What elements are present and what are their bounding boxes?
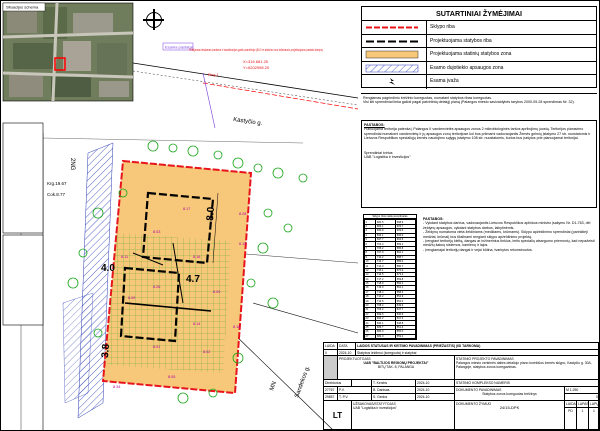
- coord-cell: 22: [365, 312, 376, 316]
- svg-text:8.09: 8.09: [128, 296, 136, 300]
- coord-cell: 7: [365, 246, 376, 250]
- tb-blank: [352, 380, 372, 387]
- tb-doc-label: STATINIO KOMPLEKSO NUMERIS: [455, 380, 600, 387]
- dim-8: 8.0: [205, 206, 217, 222]
- coord-note-text: Rengiamas pagrindinio brėžinio koreguotas, numatant statybos ribas koreguotas.: [363, 96, 493, 100]
- tb-person2: B. Danisas: [372, 387, 416, 394]
- situation-schema: [3, 3, 133, 101]
- coord-cell: 690.9: [376, 229, 396, 233]
- svg-text:8.26: 8.26: [153, 285, 161, 289]
- coord-row: [365, 334, 416, 338]
- coord-cell: 17: [365, 290, 376, 294]
- notes-text: Planuojama teritorija patenka į Palangos II vandenvietės apsaugos zonos 2 mikrobiologinės taršos apribojimų juostą. Teritorijos planavimo sprendiniai numatomi vandenvietę ir jų apsaugos zonų teritorijose kol bus priimami vadovaujantis Žemės gelmių įstatymo 27 str. nuostatomis ir Lietuvos Respublikos specialiųjų žemės naudojimo sąlygų įstatymo 108 str. nuostatomis, kurios bus įrašytos prie planuojamai teritorijai.: [364, 127, 591, 141]
- coord-cell: 27: [365, 334, 376, 338]
- blue-hatch-icon: [364, 64, 420, 73]
- coord-cell: 566.4: [396, 281, 416, 285]
- legend-title: SUTARTINIAI ŽYMĖJIMAI: [362, 7, 596, 21]
- svg-text:8.34: 8.34: [113, 385, 121, 389]
- svg-text:8.16: 8.16: [193, 255, 201, 259]
- reg-label: Reg.1: [208, 72, 219, 77]
- tb-drawing-no: [455, 401, 565, 431]
- tb-client-label: UŽSAKOVAS/STATYTOJAS: [353, 401, 396, 406]
- label-2ng: 2NG: [69, 158, 75, 171]
- coord-cell: 25: [365, 325, 376, 329]
- red-dashed-line-icon: [364, 23, 420, 32]
- dim-47: 4.7: [186, 274, 200, 285]
- coord-cell: 716.5: [376, 273, 396, 277]
- orange-fill-icon: [364, 50, 420, 59]
- coord-cell: 6: [365, 242, 376, 246]
- coord-cell: 585.0: [396, 259, 416, 263]
- coord-cell: 699.6: [376, 312, 396, 316]
- coord-cell: 26: [365, 330, 376, 334]
- label-cok: Cok.8.77: [47, 192, 66, 197]
- coord-cell: 1: [365, 220, 376, 224]
- coord-cell: 3: [365, 229, 376, 233]
- coord-cell: 569.8: [396, 277, 416, 281]
- tb-drawing: [455, 387, 565, 401]
- coordinate-note: [361, 93, 597, 107]
- coord-cell: 690.1: [376, 321, 396, 325]
- coord-cell: 694.1: [376, 233, 396, 237]
- legend-label: Projektuojama statybos riba: [426, 35, 492, 48]
- coord-cell: 701.4: [376, 242, 396, 246]
- coord-cell: 684.0: [376, 330, 396, 334]
- callout-text: Priklijamas tiesiamas vandens ir kanalizacijos gatvių sankirtoje (60.0 m atstumu nuo tolimiausio projektuojamo pastato kampo): [189, 47, 324, 52]
- tb-sheet-col: LAPAS: [577, 401, 589, 408]
- label-mn: MN: [269, 380, 279, 392]
- coord-cell: 21: [365, 308, 376, 312]
- tb-date1: 2024-10: [416, 380, 455, 387]
- tb-num1: 27767: [324, 387, 338, 394]
- legend-label: Esama įvaža: [426, 75, 459, 89]
- coord-cell: 2: [365, 224, 376, 228]
- coord-cell: 718.4: [376, 290, 396, 294]
- svg-text:8.11: 8.11: [121, 255, 129, 259]
- coord-cell: 558.3: [396, 290, 416, 294]
- coord-cell: 592.1: [396, 251, 416, 255]
- svg-text:8.18: 8.18: [233, 325, 241, 329]
- legend-item: [362, 35, 596, 49]
- coord-cell: 12: [365, 268, 376, 272]
- dim-38: 3.8: [100, 343, 112, 359]
- coord-cell: 15: [365, 281, 376, 285]
- tb-logo: [324, 356, 338, 380]
- tb-num2: 29857: [324, 394, 338, 401]
- svg-text:8.09: 8.09: [213, 290, 221, 294]
- tb-data-value: 2024-10: [338, 350, 356, 356]
- coord-cell: 11: [365, 264, 376, 268]
- tb-pd: PD: [565, 408, 577, 431]
- coord-cell: 573.2: [396, 273, 416, 277]
- tb-header: LAIDOS STATUSAS IR KEITIMO PAVADINIMAS (PRIEŽASTIS) (ISI TARKOMA): [356, 343, 600, 350]
- coord-cell: 588.7: [396, 255, 416, 259]
- coord-cell: 551.6: [396, 325, 416, 329]
- coord-cell: 606.0: [396, 233, 416, 237]
- coord-cell: 13: [365, 273, 376, 277]
- legend-label: Projektuojama statinių statybos zona: [426, 48, 511, 61]
- tb-lapu-value: 1: [589, 408, 600, 431]
- coord-cell: 599.1: [396, 242, 416, 246]
- coord-cell: 686.7: [376, 325, 396, 329]
- coord-note-text-2: Visi kiti sprendiniai lieka galioti pagal patvirtintą detalųjį planą (Palangos miesto savivaldybės tarybos 2000-09-28 sprendimas Nr. 32).: [363, 100, 575, 105]
- legend-label: Esamo dujotiekio apsaugos zona: [426, 62, 503, 75]
- legend-label: Sklypo riba: [426, 21, 455, 34]
- title-block: [323, 342, 599, 430]
- coord-cell: 697.7: [376, 237, 396, 241]
- coord-cell: 681.5: [376, 220, 396, 224]
- tb-scale: M 1:250: [565, 387, 600, 394]
- entry-arrow-icon: [364, 77, 420, 86]
- tb-laida-value: 0: [324, 350, 338, 356]
- svg-text:8.05: 8.05: [168, 375, 176, 379]
- tb-object: [455, 356, 600, 380]
- tb-col-laida: LAIDA: [324, 343, 338, 350]
- situation-label: Situacijos schema: [6, 4, 39, 10]
- coord-cell: 717.2: [376, 277, 396, 281]
- tb-org-label: PROJEKTUOTOJAS: [339, 356, 371, 361]
- coord-cell: 546.9: [396, 312, 416, 316]
- coord-cell: 8: [365, 251, 376, 255]
- coord-cell: 23: [365, 317, 376, 321]
- coord-cell: 547.7: [396, 308, 416, 312]
- coord-cell: 712.5: [376, 299, 396, 303]
- svg-text:8.17: 8.17: [183, 207, 191, 211]
- coord-cell: 5: [365, 237, 376, 241]
- coord-cell: 703.2: [376, 308, 396, 312]
- coord-cell: 716.2: [376, 295, 396, 299]
- dim-4: 4.0: [101, 263, 115, 274]
- legend-item: [362, 48, 596, 62]
- tb-person1: T. Kerzbs: [372, 380, 416, 387]
- legend-item: [362, 75, 596, 89]
- tb-lapu-col: LAPŲ: [589, 401, 600, 408]
- coord-cell: 598.9: [396, 220, 416, 224]
- tb-status: Statybos leidimui (koreguota) ir statybai: [356, 350, 600, 356]
- callout-y: Y=6202598.20: [243, 65, 270, 70]
- tb-role1: Direktorius: [324, 380, 352, 387]
- legend: [361, 6, 597, 88]
- coord-cell: 4: [365, 233, 376, 237]
- tb-drawing-no-value: 24/15-DPK: [499, 404, 520, 410]
- coord-cell: 20: [365, 303, 376, 307]
- coord-cell: 609.6: [396, 229, 416, 233]
- tb-drawing-no-label: DOKUMENTO ŽYMUO: [456, 401, 492, 406]
- tb-role3: T. P.V.: [338, 394, 372, 401]
- tb-zero: 0: [565, 394, 600, 401]
- coord-cell: 715.1: [376, 268, 396, 272]
- coord-cell: 19: [365, 299, 376, 303]
- coord-cell: 14: [365, 277, 376, 281]
- tb-lt: LT: [324, 401, 352, 431]
- coord-cell: 684.1: [376, 224, 396, 228]
- coordinate-table: [363, 214, 417, 340]
- tb-org: [338, 356, 455, 380]
- tb-role2: P.V.: [338, 387, 372, 394]
- coord-cell: 682.3: [376, 334, 396, 338]
- legend-item: [362, 21, 596, 35]
- coord-cell: 710.2: [376, 255, 396, 259]
- signer-org: UAB "Logistika ir investicijos": [364, 155, 411, 160]
- legend-item: [362, 62, 596, 76]
- coord-cell: 9: [365, 255, 376, 259]
- tb-date2: 2024-10: [416, 387, 455, 394]
- coord-cell: 595.8: [396, 246, 416, 250]
- tb-object-label: STATINIO PROJEKTO PAVADINIMAS: [456, 356, 514, 361]
- svg-text:8.28: 8.28: [239, 212, 247, 216]
- coord-cell: 552.0: [396, 299, 416, 303]
- notes-title: PASTABOS:: [364, 123, 385, 127]
- site-plan: [3, 3, 358, 430]
- svg-text:8.15: 8.15: [239, 242, 247, 246]
- tb-drawing-name: Statybos zonos koreguotas brėžinys: [482, 391, 537, 396]
- tb-object-name: Palangos miesto centrinės dalies detaliojo plano koreklūos žemės sklypo, Kastyčio g. 30A, Palangoje, statybos zonos koregavimas.: [456, 360, 592, 369]
- coord-cell: 714.3: [376, 264, 396, 268]
- tb-date3: 2024-10: [416, 394, 455, 401]
- tb-col-data: DATA: [338, 343, 356, 350]
- notes-panel-2: [421, 215, 597, 254]
- coord-cell: 694.2: [376, 317, 396, 321]
- coord-cell: 10: [365, 259, 376, 263]
- coord-cell: 580.7: [396, 264, 416, 268]
- north-arrow-icon: [146, 12, 162, 28]
- coord-table-header: Sklypo ribos taškų koordinatės: [364, 215, 416, 219]
- tb-org-name: UAB "BALTIJOS REGIONŲ PROJEKTAI": [363, 360, 429, 365]
- coord-cell: 24: [365, 321, 376, 325]
- coord-cell: 718.9: [376, 281, 396, 285]
- coord-cell: 705.2: [376, 246, 396, 250]
- svg-text:8.14: 8.14: [193, 322, 201, 326]
- coord-cell: 719.0: [376, 286, 396, 290]
- coord-cell: 602.5: [396, 237, 416, 241]
- label-krg: Krg.19.67: [47, 181, 67, 186]
- tb-sheet-value: 1: [577, 408, 589, 431]
- signer-role: Sprendiniai tvirtus: [364, 150, 393, 155]
- coord-cell: 18: [365, 295, 376, 299]
- coord-cell: 712.7: [376, 259, 396, 263]
- tb-person3: S. Gedos: [372, 394, 416, 401]
- coord-cell: 555.0: [396, 330, 416, 334]
- coord-cell: 708.4: [376, 303, 396, 307]
- notes2-title: PASTABOS:: [423, 217, 444, 221]
- coord-cell: 554.9: [396, 295, 416, 299]
- coord-cell: 16: [365, 286, 376, 290]
- coord-cell: 548.8: [396, 321, 416, 325]
- tb-laida-col: LAIDA: [565, 401, 577, 408]
- tb-client: [352, 401, 455, 431]
- tb-drawing-label: DOKUMENTO PAVADINIMAS: [456, 387, 502, 392]
- street-label-2: Sandekos g.: [294, 365, 312, 399]
- coord-cell: 576.9: [396, 268, 416, 272]
- svg-text:8.03: 8.03: [153, 230, 161, 234]
- callout-label: Esama pastatai: [165, 44, 193, 50]
- svg-text:8.02: 8.02: [203, 350, 211, 354]
- tb-client-name: UAB "Logistika ir investicijos": [353, 405, 397, 410]
- coord-cell: 559.2: [396, 334, 416, 338]
- notes2-text: - Vykdant statybos darbus, vadovaujantis Lietuvos Respublikos aplinkos ministro įsakymu Nr. D1-763, dėl želdynų apsaugos, vykdant statybos darbus, laikytinėmis. - Želdynų numatoma vieta želdiniams (medžiams, krūmams). Sklypo apželdinimo sprendiniai (parinktieji medžiai, krūmai) bus tikslinami rengiant sklypo apželdinimo projektą. - Įrengiant teritorijų kieltą, dangas ar inžinerinius tinklus, imtis specialių atsargumo priemonių, kad nepažeisti medžių šaknų sistemos, kamienų ir lajos. - Įrengiamajai teritorijų dangai ir vejai būtina, tvarkytos rekonstruotos.: [423, 221, 595, 252]
- coord-table-grid: [364, 219, 416, 339]
- coord-cell: 562.1: [396, 286, 416, 290]
- coord-cell: 549.6: [396, 303, 416, 307]
- street-label: Kastyčio g.: [232, 117, 263, 128]
- coord-cell: 547.3: [396, 317, 416, 321]
- callout-x: X=316 681.25: [243, 59, 269, 64]
- svg-text:8.01: 8.01: [153, 345, 161, 349]
- coord-cell: 603.7: [396, 224, 416, 228]
- coord-cell: 707.9: [376, 251, 396, 255]
- black-dashed-line-icon: [364, 37, 420, 46]
- tb-org-address: BITŲ TAK. 8, PALANGA: [377, 364, 415, 369]
- notes-panel: [361, 120, 597, 208]
